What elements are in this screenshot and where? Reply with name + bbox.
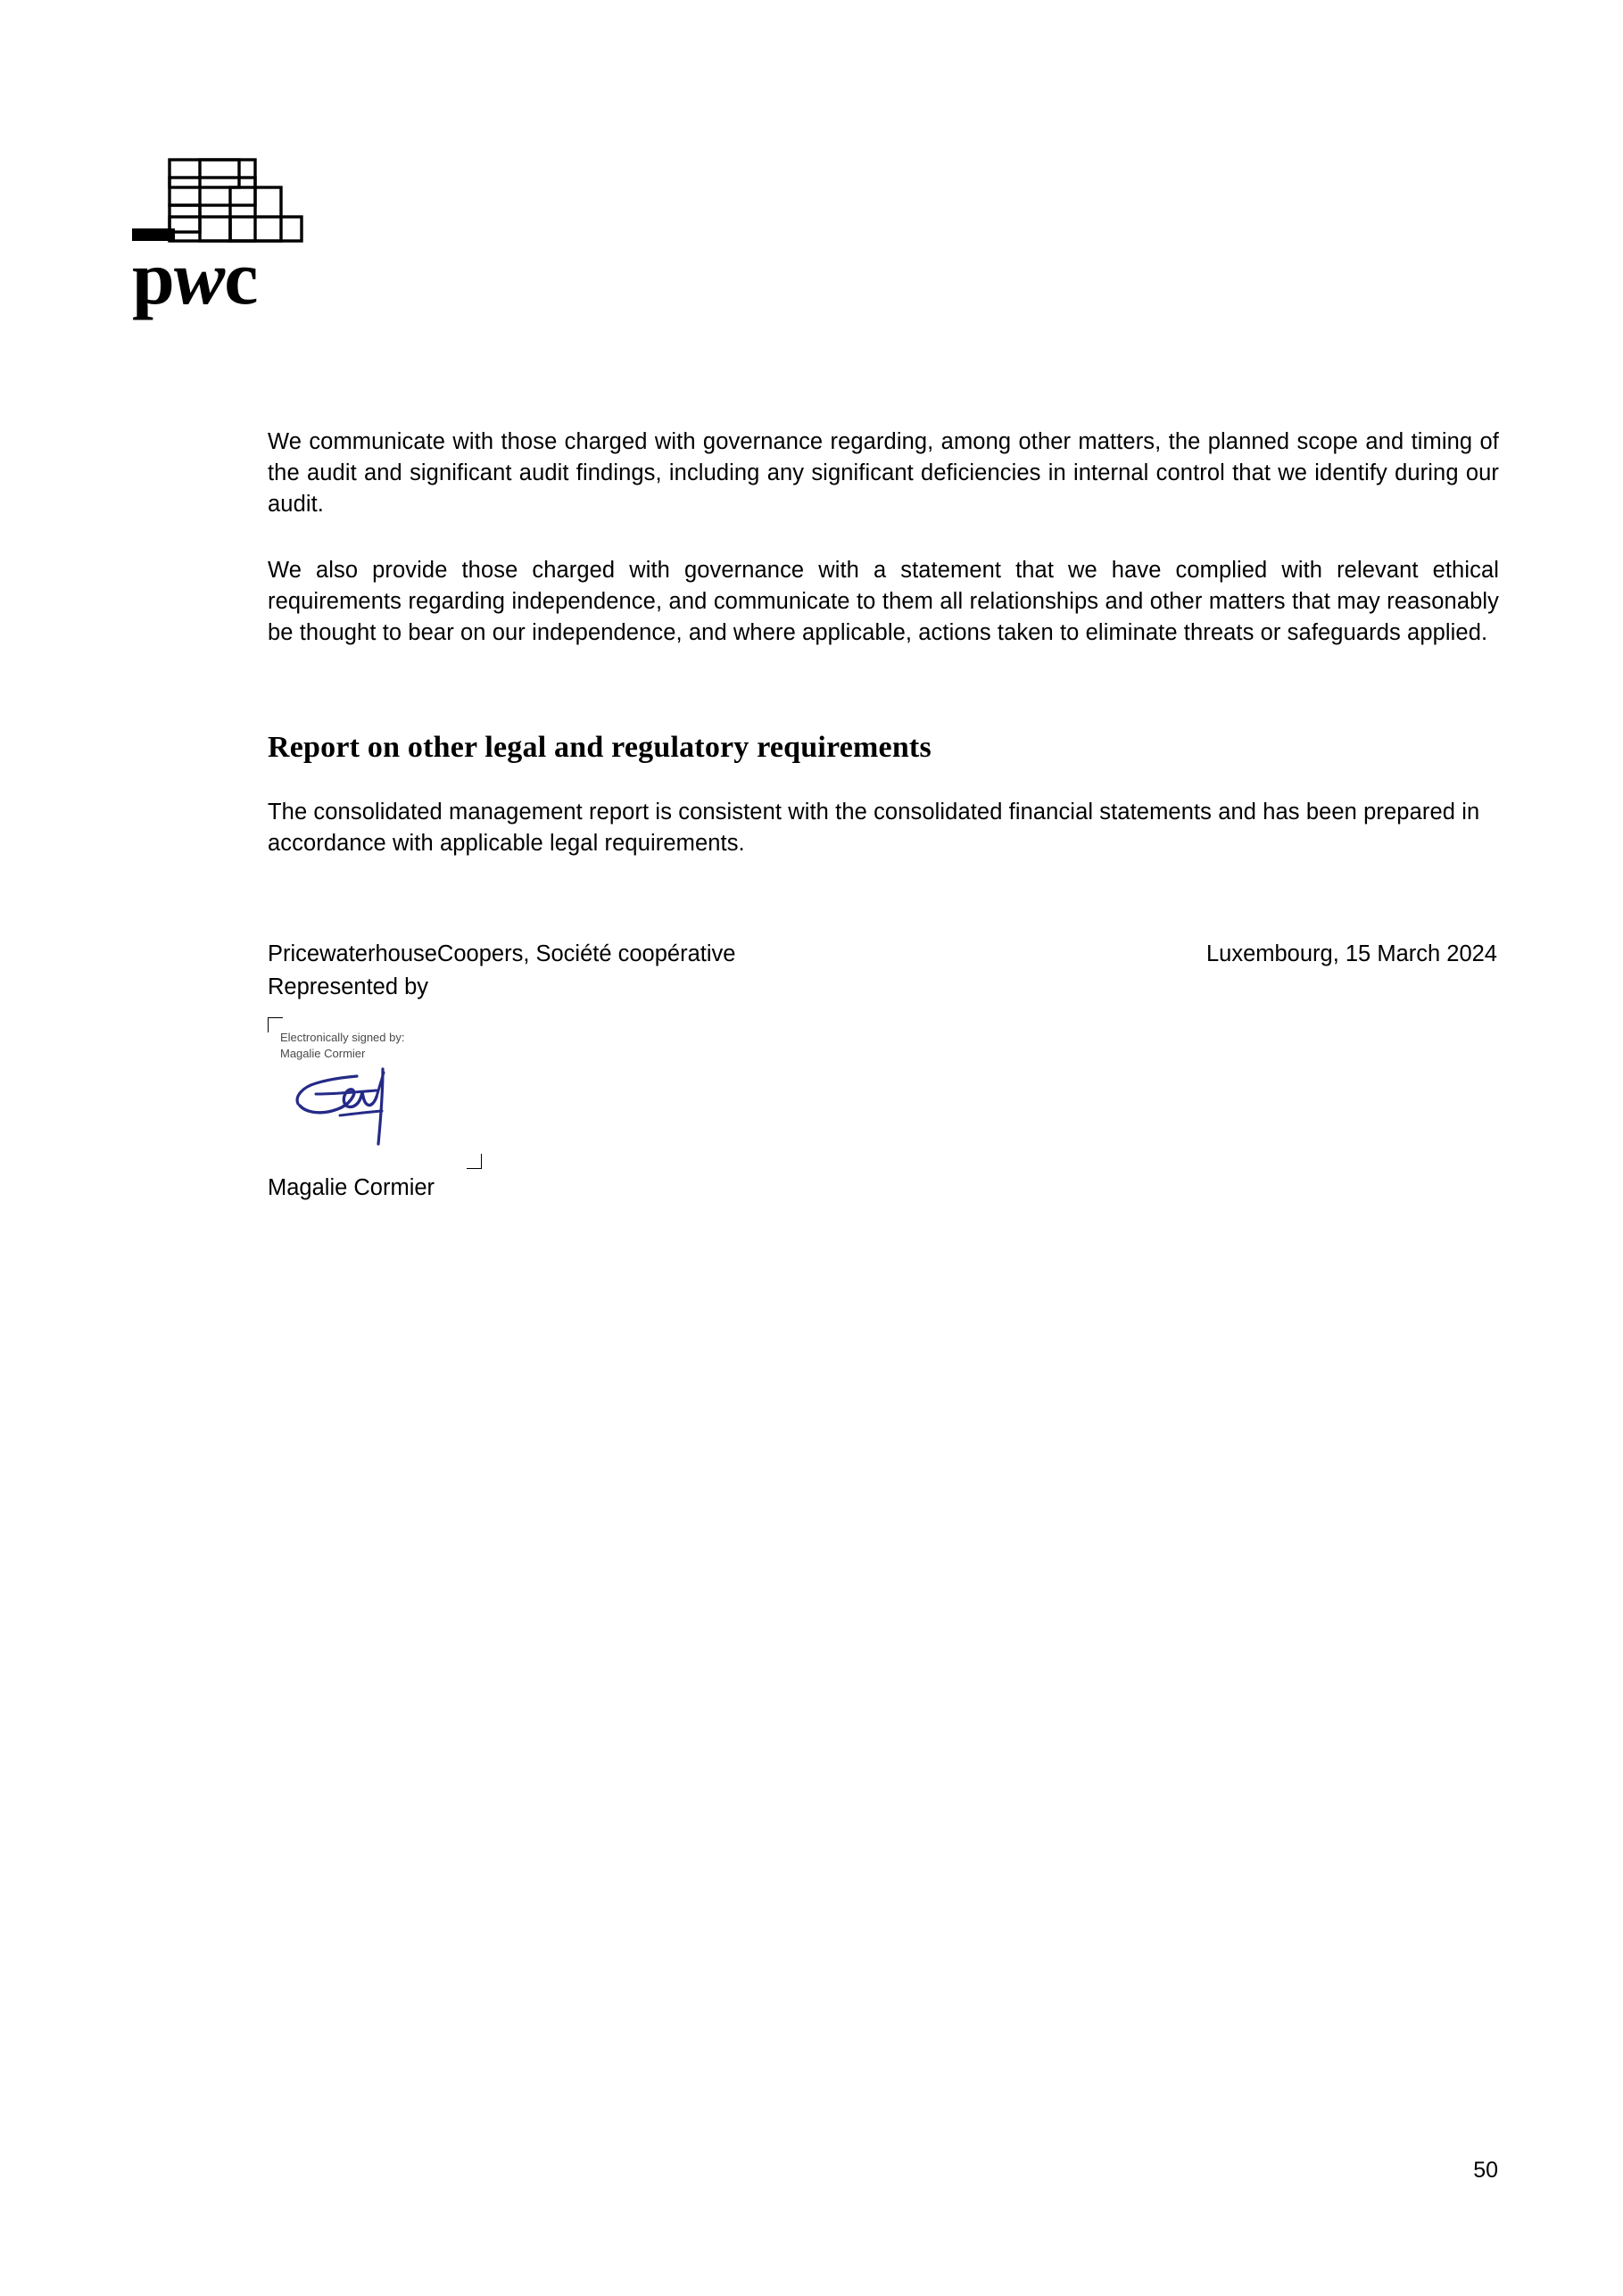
pwc-wordmark: [132, 235, 258, 320]
signer-name: Magalie Cormier: [268, 1175, 435, 1200]
section-heading-other-legal-requirements: Report on other legal and regulatory requirements: [268, 731, 932, 764]
esign-caption-line-1: Electronically signed by:: [280, 1031, 405, 1044]
pwc-logo: [132, 150, 364, 319]
esign-caption-line-2: Magalie Cormier: [280, 1047, 366, 1061]
page-number: 50: [1473, 2158, 1498, 2183]
signature-header-row: [268, 939, 1499, 970]
electronic-signature-caption: [280, 1030, 404, 1063]
represented-by-label: Represented by: [268, 974, 429, 1000]
signature-block: [268, 939, 1499, 1200]
paragraph-management-report-wrap: [268, 797, 1499, 890]
wordmark-letter-c: c: [224, 235, 258, 320]
firm-name: PricewaterhouseCoopers, Société coopérative: [268, 941, 736, 966]
section-heading-wrap: [268, 730, 1499, 793]
stamp-corner-bottom-right-icon: [467, 1154, 482, 1169]
paragraph-management-report: The consolidated management report is consistent with the consolidated financial statements and has been prepared in accordance with applicable legal requirements.: [268, 800, 1480, 857]
electronic-signature-stamp: [268, 1017, 482, 1169]
handwritten-signature-icon: [291, 1064, 407, 1162]
paragraph-ethical-requirements-wrap: [268, 555, 1499, 680]
place-and-date: Luxembourg, 15 March 2024: [1205, 941, 1497, 966]
paragraph-communicate-governance: We communicate with those charged with governance regarding, among other matters, the planned scope and timing of the audit and significant audit findings, including any significant deficiencies in internal control that we identify during our audit.: [268, 429, 1499, 518]
paragraph-communicate-governance-wrap: [268, 427, 1499, 551]
wordmark-letter-p: p: [132, 235, 174, 320]
pwc-logo-mark-icon: [132, 150, 311, 248]
wordmark-letter-w: w: [173, 235, 225, 320]
paragraph-ethical-requirements: We also provide those charged with governance with a statement that we have complied with relevant ethical requirements regarding independence, and communicate to them all relationships and other matters that may reasonably be thought to bear on our independence, and where applicable, actions taken to eliminate threats or safeguards applied.: [268, 558, 1499, 646]
